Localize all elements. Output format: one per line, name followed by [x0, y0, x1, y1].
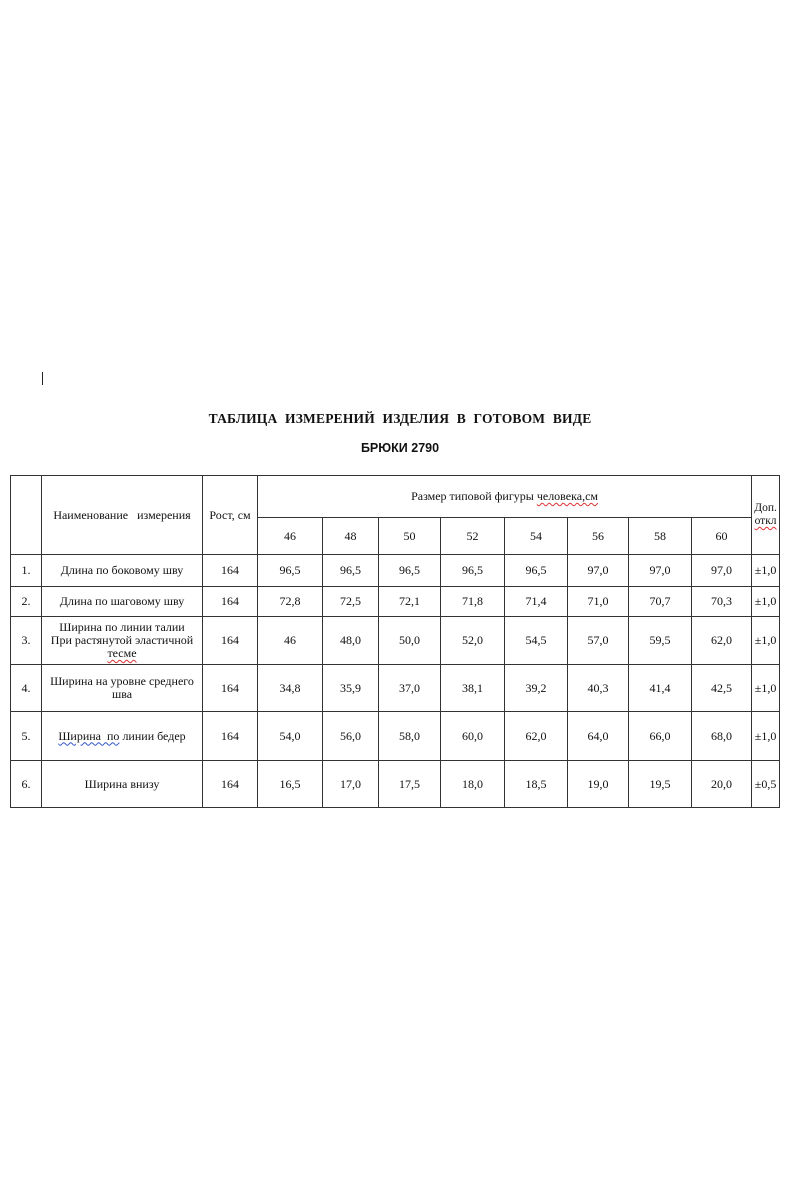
header-size-group: Размер типовой фигуры человека,см: [258, 476, 752, 518]
measurement-table: [10, 475, 780, 808]
tolerance-cell: ±1,0: [752, 712, 780, 761]
value-cell: 17,5: [379, 761, 441, 808]
value-cell: 20,0: [692, 761, 752, 808]
value-cell: 59,5: [629, 617, 692, 665]
table-row: [11, 587, 780, 617]
size-cell: 50: [379, 518, 441, 555]
row-number: 2.: [11, 587, 42, 617]
value-cell: 16,5: [258, 761, 323, 808]
value-cell: 72,1: [379, 587, 441, 617]
tolerance-cell: ±1,0: [752, 617, 780, 665]
document-title: ТАБЛИЦА ИЗМЕРЕНИЙ ИЗДЕЛИЯ В ГОТОВОМ ВИДЕ: [208, 411, 592, 426]
value-cell: 19,0: [568, 761, 629, 808]
value-cell: 40,3: [568, 665, 629, 712]
value-cell: 60,0: [441, 712, 505, 761]
value-cell: 96,5: [258, 555, 323, 587]
value-cell: 57,0: [568, 617, 629, 665]
header-height: Рост, см: [203, 476, 258, 555]
row-height: 164: [203, 665, 258, 712]
table-row: [11, 712, 780, 761]
row-height: 164: [203, 555, 258, 587]
row-name: Длина по боковому шву: [42, 555, 203, 587]
tolerance-cell: ±1,0: [752, 555, 780, 587]
value-cell: 71,0: [568, 587, 629, 617]
row-name: Ширина по линии бедер: [42, 712, 203, 761]
value-cell: 54,0: [258, 712, 323, 761]
value-cell: 72,8: [258, 587, 323, 617]
value-cell: 71,4: [505, 587, 568, 617]
value-cell: 70,3: [692, 587, 752, 617]
row-name: Ширина на уровне среднего шва: [42, 665, 203, 712]
value-cell: 66,0: [629, 712, 692, 761]
value-cell: 62,0: [692, 617, 752, 665]
value-cell: 96,5: [379, 555, 441, 587]
row-number: 1.: [11, 555, 42, 587]
size-cell: 60: [692, 518, 752, 555]
value-cell: 96,5: [441, 555, 505, 587]
row-number: 6.: [11, 761, 42, 808]
value-cell: 68,0: [692, 712, 752, 761]
row-height: 164: [203, 617, 258, 665]
row-height: 164: [203, 761, 258, 808]
value-cell: 71,8: [441, 587, 505, 617]
value-cell: 17,0: [323, 761, 379, 808]
value-cell: 96,5: [505, 555, 568, 587]
row-name: Ширина по линии талии При растянутой эластичной тесме: [42, 617, 203, 665]
size-cell: 54: [505, 518, 568, 555]
table-row: [11, 761, 780, 808]
row-number: 3.: [11, 617, 42, 665]
value-cell: 54,5: [505, 617, 568, 665]
value-cell: 19,5: [629, 761, 692, 808]
value-cell: 35,9: [323, 665, 379, 712]
value-cell: 58,0: [379, 712, 441, 761]
tolerance-cell: ±1,0: [752, 587, 780, 617]
row-height: 164: [203, 712, 258, 761]
table-row: [11, 617, 780, 665]
value-cell: 18,5: [505, 761, 568, 808]
document-subtitle: БРЮКИ 2790: [360, 441, 440, 455]
value-cell: 52,0: [441, 617, 505, 665]
value-cell: 62,0: [505, 712, 568, 761]
size-cell: 58: [629, 518, 692, 555]
value-cell: 97,0: [692, 555, 752, 587]
table-row: [11, 555, 780, 587]
size-cell: 46: [258, 518, 323, 555]
value-cell: 56,0: [323, 712, 379, 761]
value-cell: 96,5: [323, 555, 379, 587]
size-cell: 56: [568, 518, 629, 555]
value-cell: 42,5: [692, 665, 752, 712]
value-cell: 97,0: [568, 555, 629, 587]
value-cell: 72,5: [323, 587, 379, 617]
size-cell: 52: [441, 518, 505, 555]
header-number: [11, 476, 42, 555]
row-name: Ширина внизу: [42, 761, 203, 808]
value-cell: 46: [258, 617, 323, 665]
row-number: 5.: [11, 712, 42, 761]
tolerance-cell: ±1,0: [752, 665, 780, 712]
value-cell: 39,2: [505, 665, 568, 712]
row-number: 4.: [11, 665, 42, 712]
row-name: Длина по шаговому шву: [42, 587, 203, 617]
value-cell: 38,1: [441, 665, 505, 712]
value-cell: 64,0: [568, 712, 629, 761]
size-cell: 48: [323, 518, 379, 555]
row-height: 164: [203, 587, 258, 617]
value-cell: 50,0: [379, 617, 441, 665]
value-cell: 37,0: [379, 665, 441, 712]
value-cell: 70,7: [629, 587, 692, 617]
value-cell: 97,0: [629, 555, 692, 587]
value-cell: 48,0: [323, 617, 379, 665]
tolerance-cell: ±0,5: [752, 761, 780, 808]
value-cell: 41,4: [629, 665, 692, 712]
text-cursor: [42, 372, 43, 385]
table-row: [11, 665, 780, 712]
header-tolerance: Доп. откл: [752, 476, 780, 555]
value-cell: 34,8: [258, 665, 323, 712]
header-measurement-name: Наименование измерения: [42, 476, 203, 555]
value-cell: 18,0: [441, 761, 505, 808]
